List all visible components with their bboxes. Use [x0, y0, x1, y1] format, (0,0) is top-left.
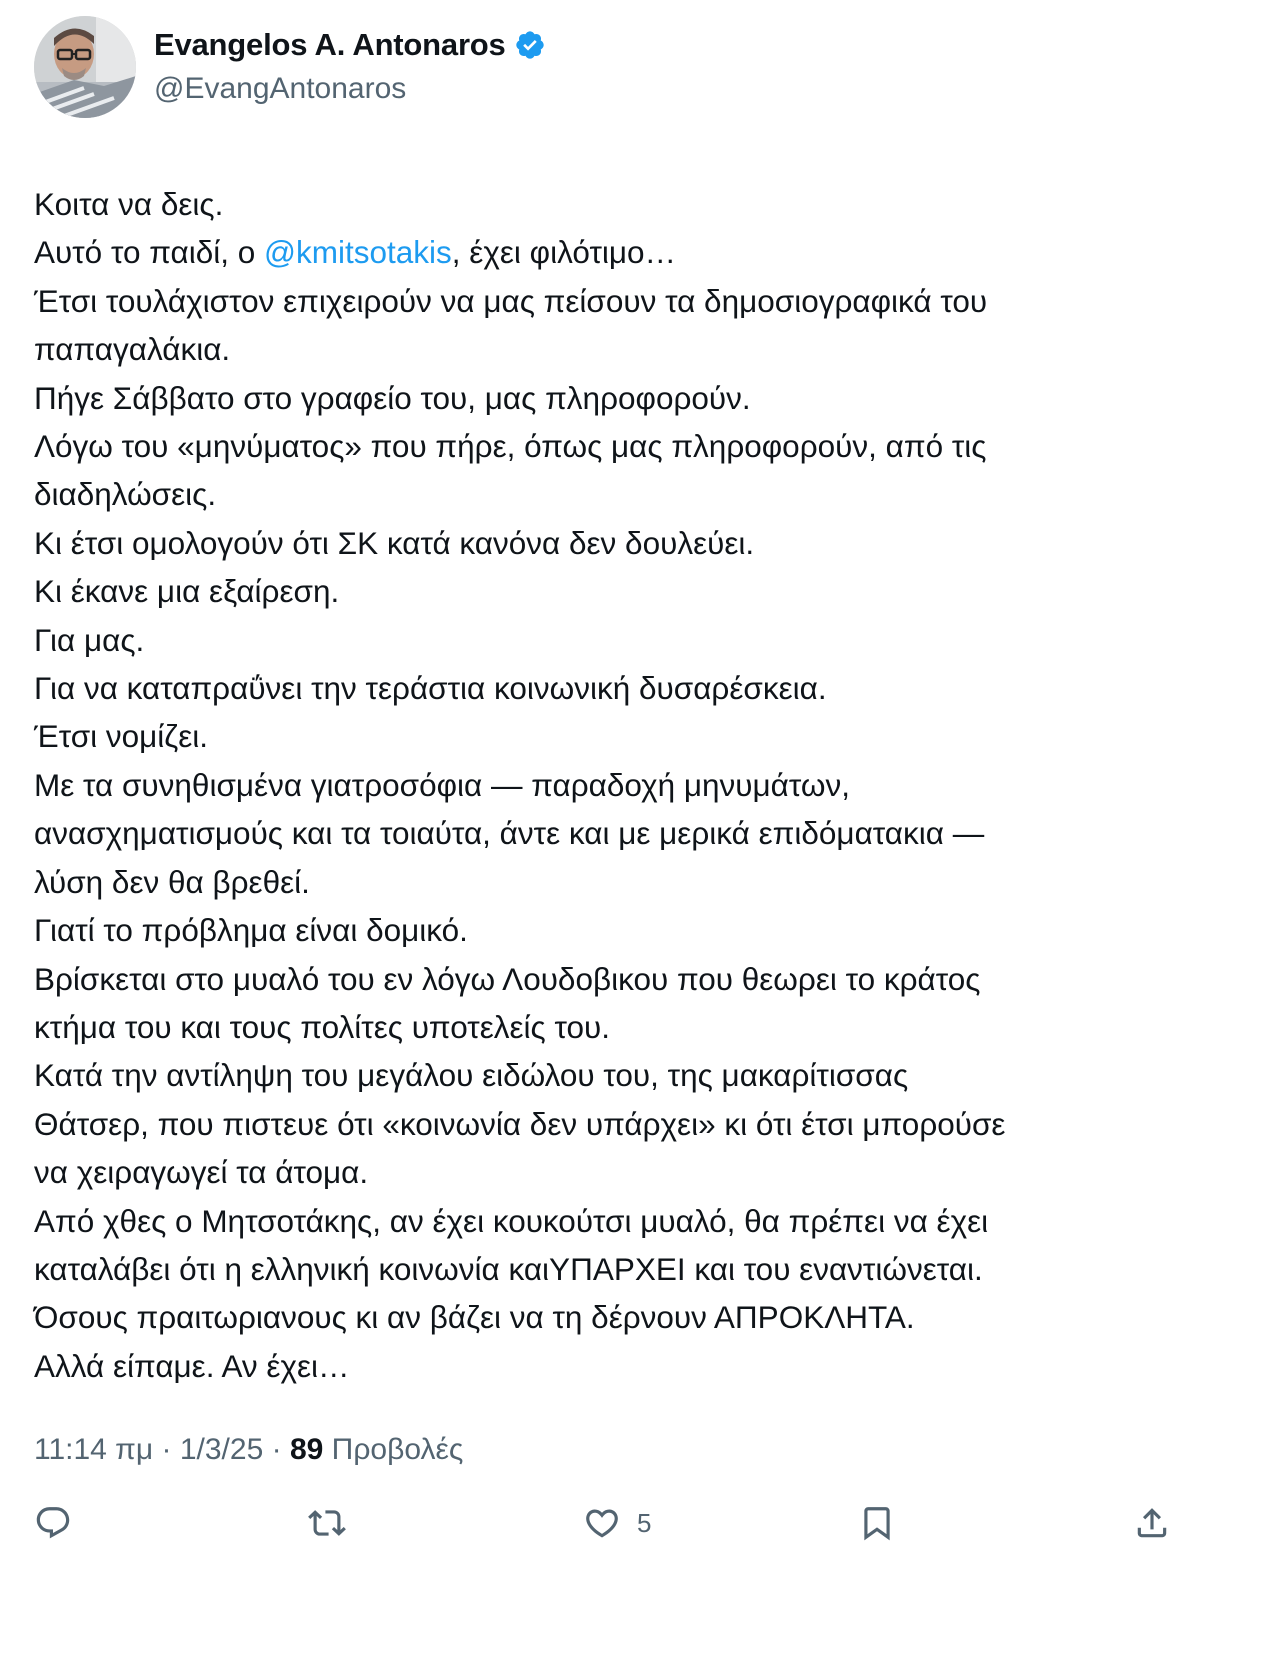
tweet-line: Όσους πραιτωριανους κι αν βάζει να τη δέρνουν ΑΠΡΟΚΛΗΤΑ.	[34, 1299, 915, 1336]
display-name[interactable]: Evangelos A. Antonaros	[154, 27, 506, 62]
heart-icon	[583, 1504, 621, 1542]
avatar[interactable]	[34, 16, 136, 118]
tweet-time[interactable]: 11:14 πμ	[34, 1433, 154, 1466]
tweet-line: Κοιτα να δεις.	[34, 186, 224, 222]
tweet-line: ανασχηματισμούς και τα τοιαύτα, άντε και με μερικά επιδόματακια —	[34, 815, 985, 852]
reply-button[interactable]	[34, 1500, 72, 1546]
tweet-line: Λόγω του «μηνύματος» που πήρε, όπως μας πληροφορούν, από τις	[34, 428, 987, 465]
tweet-line: παπαγαλάκια.	[34, 331, 231, 368]
handle[interactable]: @EvangAntonaros	[154, 72, 407, 105]
tweet-text	[34, 180, 1254, 1390]
tweet-line: διαδηλώσεις.	[34, 476, 217, 513]
tweet-line: Για μας.	[34, 621, 145, 658]
tweet-line: καταλάβει ότι η ελληνική κοινωνία καιΥΠΑΡΧΕΙ και του εναντιώνεται.	[34, 1250, 983, 1287]
retweet-icon	[308, 1504, 346, 1542]
bookmark-button[interactable]	[858, 1500, 896, 1546]
mention-link[interactable]: @kmitsotakis	[264, 234, 452, 271]
tweet-line: Έτσι νομίζει.	[34, 718, 208, 755]
action-bar	[0, 1500, 1284, 1546]
display-name-row	[154, 25, 546, 65]
views-label: Προβολές	[331, 1433, 464, 1466]
tweet-line: να χειραγωγεί τα άτομα.	[34, 1154, 369, 1191]
tweet-line: Πήγε Σάββατο στο γραφείο του, μας πληροφορούν.	[34, 379, 751, 416]
tweet-line: Για να καταπραΰνει την τεράστια κοινωνική δυσαρέσκεια.	[34, 670, 827, 707]
tweet-line: Θάτσερ, που πιστευε ότι «κοινωνία δεν υπάρχει» κι ότι έτσι μπορούσε	[34, 1105, 1006, 1142]
like-count: 5	[637, 1507, 652, 1538]
tweet-line: Από χθες ο Μητσοτάκης, αν έχει κουκούτσι μυαλό, θα πρέπει να έχει	[34, 1202, 989, 1239]
avatar-photo	[34, 16, 136, 118]
tweet-text-segment: , έχει φιλότιμο…	[451, 234, 677, 271]
share-button[interactable]	[1133, 1500, 1171, 1546]
tweet-text-segment: Αυτό το παιδί, ο	[34, 234, 265, 271]
views-count: 89	[289, 1433, 324, 1466]
bookmark-icon	[858, 1504, 896, 1542]
tweet-line: Κι έκανε μια εξαίρεση.	[34, 573, 340, 610]
tweet-date[interactable]: 1/3/25	[179, 1433, 264, 1466]
share-icon	[1133, 1504, 1171, 1542]
tweet-line: Έτσι τουλάχιστον επιχειρούν να μας πείσουν τα δημοσιογραφικά του	[34, 282, 988, 319]
tweet-line: Κατά την αντίληψη του μεγάλου ειδώλου του, της μακαρίτισσας	[34, 1057, 909, 1094]
tweet-line	[34, 228, 1254, 276]
tweet-line: Με τα συνηθισμένα γιατροσόφια — παραδοχή μηνυμάτων,	[34, 766, 850, 803]
tweet-header	[34, 16, 546, 118]
retweet-button[interactable]	[308, 1500, 346, 1546]
tweet-line: κτήμα του και τους πολίτες υποτελείς του.	[34, 1008, 610, 1045]
tweet-line: Αλλά είπαμε. Αν έχει…	[34, 1347, 350, 1384]
tweet-line: λύση δεν θα βρεθεί.	[34, 863, 310, 900]
like-button[interactable]	[583, 1500, 651, 1546]
tweet-line: Βρίσκεται στο μυαλό του εν λόγω Λουδοβικου που θεωρει το κράτος	[34, 960, 981, 997]
author-names	[154, 25, 546, 109]
reply-icon	[34, 1504, 72, 1542]
tweet-line: Κι έτσι ομολογούν ότι ΣΚ κατά κανόνα δεν δουλεύει.	[34, 524, 755, 561]
tweet-meta	[34, 1430, 463, 1470]
meta-separator: ·	[263, 1433, 290, 1466]
meta-separator: ·	[153, 1433, 180, 1466]
tweet-line: Γιατί το πρόβλημα είναι δομικό.	[34, 912, 468, 949]
verified-badge-icon[interactable]	[514, 29, 546, 61]
